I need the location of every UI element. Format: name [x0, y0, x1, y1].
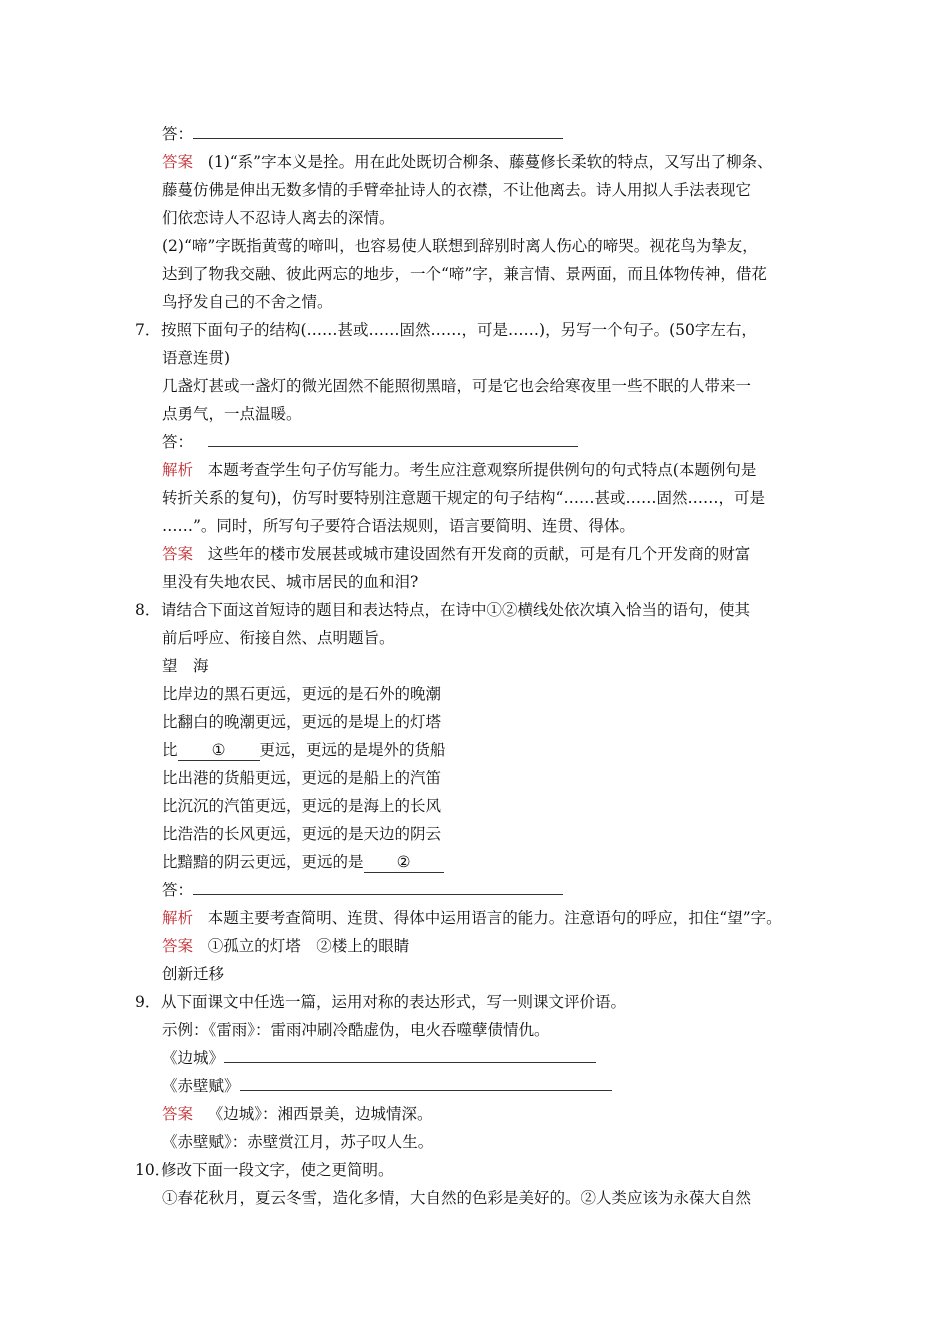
answer-text: 藤蔓仿佛是伸出无数多情的手臂牵扯诗人的衣襟，不让他离去。诗人用拟人手法表现它: [162, 181, 752, 199]
answer-prefix: 答：: [162, 881, 194, 899]
section-heading: 创新迁移: [162, 965, 225, 983]
q8-analysis: [162, 908, 782, 928]
question-number: 10．: [135, 1161, 171, 1179]
q7-analysis: [162, 460, 756, 480]
q7-answer: [162, 544, 750, 564]
example-sentence: 几盏灯甚或一盏灯的微光固然不能照彻黑暗，可是它也会给寒夜里一些不眠的人带来一: [162, 377, 752, 395]
analysis-text: 本题主要考查简明、连贯、得体中运用语言的能力。注意语句的呼应，扣住“望”字。: [207, 909, 782, 927]
blank-label: 《赤壁赋》: [162, 1077, 240, 1095]
fill-blank-1[interactable]: ①: [178, 740, 260, 761]
poem-line: 比翻白的晚潮更远，更远的是堤上的灯塔: [162, 713, 442, 731]
question-text: 修改下面一段文字，使之更简明。: [161, 1161, 394, 1179]
answer-underline[interactable]: [224, 1048, 596, 1063]
answer-tag: 答案: [162, 153, 194, 171]
answer-text: ①孤立的灯塔 ②楼上的眼睛: [207, 937, 410, 955]
question-text: 按照下面句子的结构(……甚或……固然……，可是……)，另写一个句子。(50字左右，: [161, 321, 757, 339]
answer-text: (1)“系”字本义是拴。用在此处既切合柳条、藤蔓修长柔软的特点，又写出了柳条、: [207, 153, 773, 171]
poem-line: 比沉沉的汽笛更远，更远的是海上的长风: [162, 797, 442, 815]
example-sentence: 点勇气，一点温暖。: [162, 405, 302, 423]
poem-line: [162, 852, 444, 873]
q9-blank-line-2: [162, 1076, 612, 1096]
q7-stem: [135, 320, 757, 340]
answer-text: 《边城》：湘西景美，边城情深。: [207, 1105, 433, 1123]
poem-line: 比浩浩的长风更远，更远的是天边的阴云: [162, 825, 442, 843]
blank-label: 《边城》: [162, 1049, 225, 1067]
analysis-tag: 解析: [162, 909, 194, 927]
answer-prefix: 答：: [162, 125, 194, 143]
question-number: 8．: [135, 601, 161, 619]
q9-answer: [162, 1104, 433, 1124]
answer-text: 里没有失地农民、城市居民的血和泪?: [162, 573, 419, 591]
q9-blank-line-1: [162, 1048, 596, 1068]
analysis-text: 本题考查学生句子仿写能力。考生应注意观察所提供例句的句式特点(本题例句是: [207, 461, 757, 479]
q8-answer-line: [162, 880, 563, 900]
answer-underline[interactable]: [208, 432, 578, 447]
poem-text: 比: [162, 741, 178, 759]
answer-text: 们依恋诗人不忍诗人离去的深情。: [162, 209, 395, 227]
answer-tag: 答案: [162, 937, 194, 955]
answer-tag: 答案: [162, 545, 194, 563]
answer-text: 这些年的楼市发展甚或城市建设固然有开发商的贡献，可是有几个开发商的财富: [207, 545, 751, 563]
answer-prefix: 答：: [162, 433, 194, 451]
question-text: ①春花秋月，夏云冬雪，造化多情，大自然的色彩是美好的。②人类应该为永葆大自然: [162, 1189, 752, 1207]
question-text: 从下面课文中任选一篇，运用对称的表达形式，写一则课文评价语。: [161, 993, 627, 1011]
answer-underline[interactable]: [193, 880, 563, 895]
example-text: 示例：《雷雨》：雷雨冲刷冷酷虚伪，电火吞噬孽债情仇。: [162, 1021, 550, 1039]
poem-text: 更远，更远的是堤外的货船: [259, 741, 446, 759]
q7-answer-line: [162, 432, 578, 452]
q6-answer-line: [162, 124, 563, 144]
q8-answer: [162, 936, 409, 956]
question-text: 语意连贯): [162, 349, 231, 367]
answer-underline[interactable]: [193, 124, 563, 139]
answer-tag: 答案: [162, 1105, 194, 1123]
fill-blank-2[interactable]: ②: [364, 852, 444, 873]
q9-stem: [135, 992, 626, 1012]
question-text: 请结合下面这首短诗的题目和表达特点，在诗中①②横线处依次填入恰当的语句，使其: [161, 601, 751, 619]
q8-stem: [135, 600, 750, 620]
poem-line: 比出港的货船更远，更远的是船上的汽笛: [162, 769, 442, 787]
poem-title: 望 海: [162, 657, 209, 675]
analysis-tag: 解析: [162, 461, 194, 479]
analysis-text: ……”。同时，所写句子要符合语法规则，语言要简明、连贯、得体。: [162, 517, 635, 535]
poem-text: 比黯黯的阴云更远，更远的是: [162, 853, 364, 871]
answer-text: 鸟抒发自己的不舍之情。: [162, 293, 333, 311]
poem-line: 比岸边的黑石更远，更远的是石外的晚潮: [162, 685, 442, 703]
q6-answer-p1: [162, 152, 773, 172]
poem-line: [162, 740, 446, 761]
question-text: 前后呼应、衔接自然、点明题旨。: [162, 629, 395, 647]
question-number: 9．: [135, 993, 161, 1011]
analysis-text: 转折关系的复句)，仿写时要特别注意题干规定的句子结构“……甚或……固然……，可是: [162, 489, 765, 507]
answer-text: (2)“啼”字既指黄莺的啼叫，也容易使人联想到辞别时离人伤心的啼哭。视花鸟为挚友，: [162, 237, 758, 255]
question-number: 7．: [135, 321, 161, 339]
answer-text: 达到了物我交融、彼此两忘的地步，一个“啼”字，兼言情、景两面，而且体物传神，借花: [162, 265, 767, 283]
answer-underline[interactable]: [240, 1076, 612, 1091]
q10-stem: [135, 1160, 394, 1180]
answer-text: 《赤壁赋》：赤壁赏江月，苏子叹人生。: [162, 1133, 434, 1151]
